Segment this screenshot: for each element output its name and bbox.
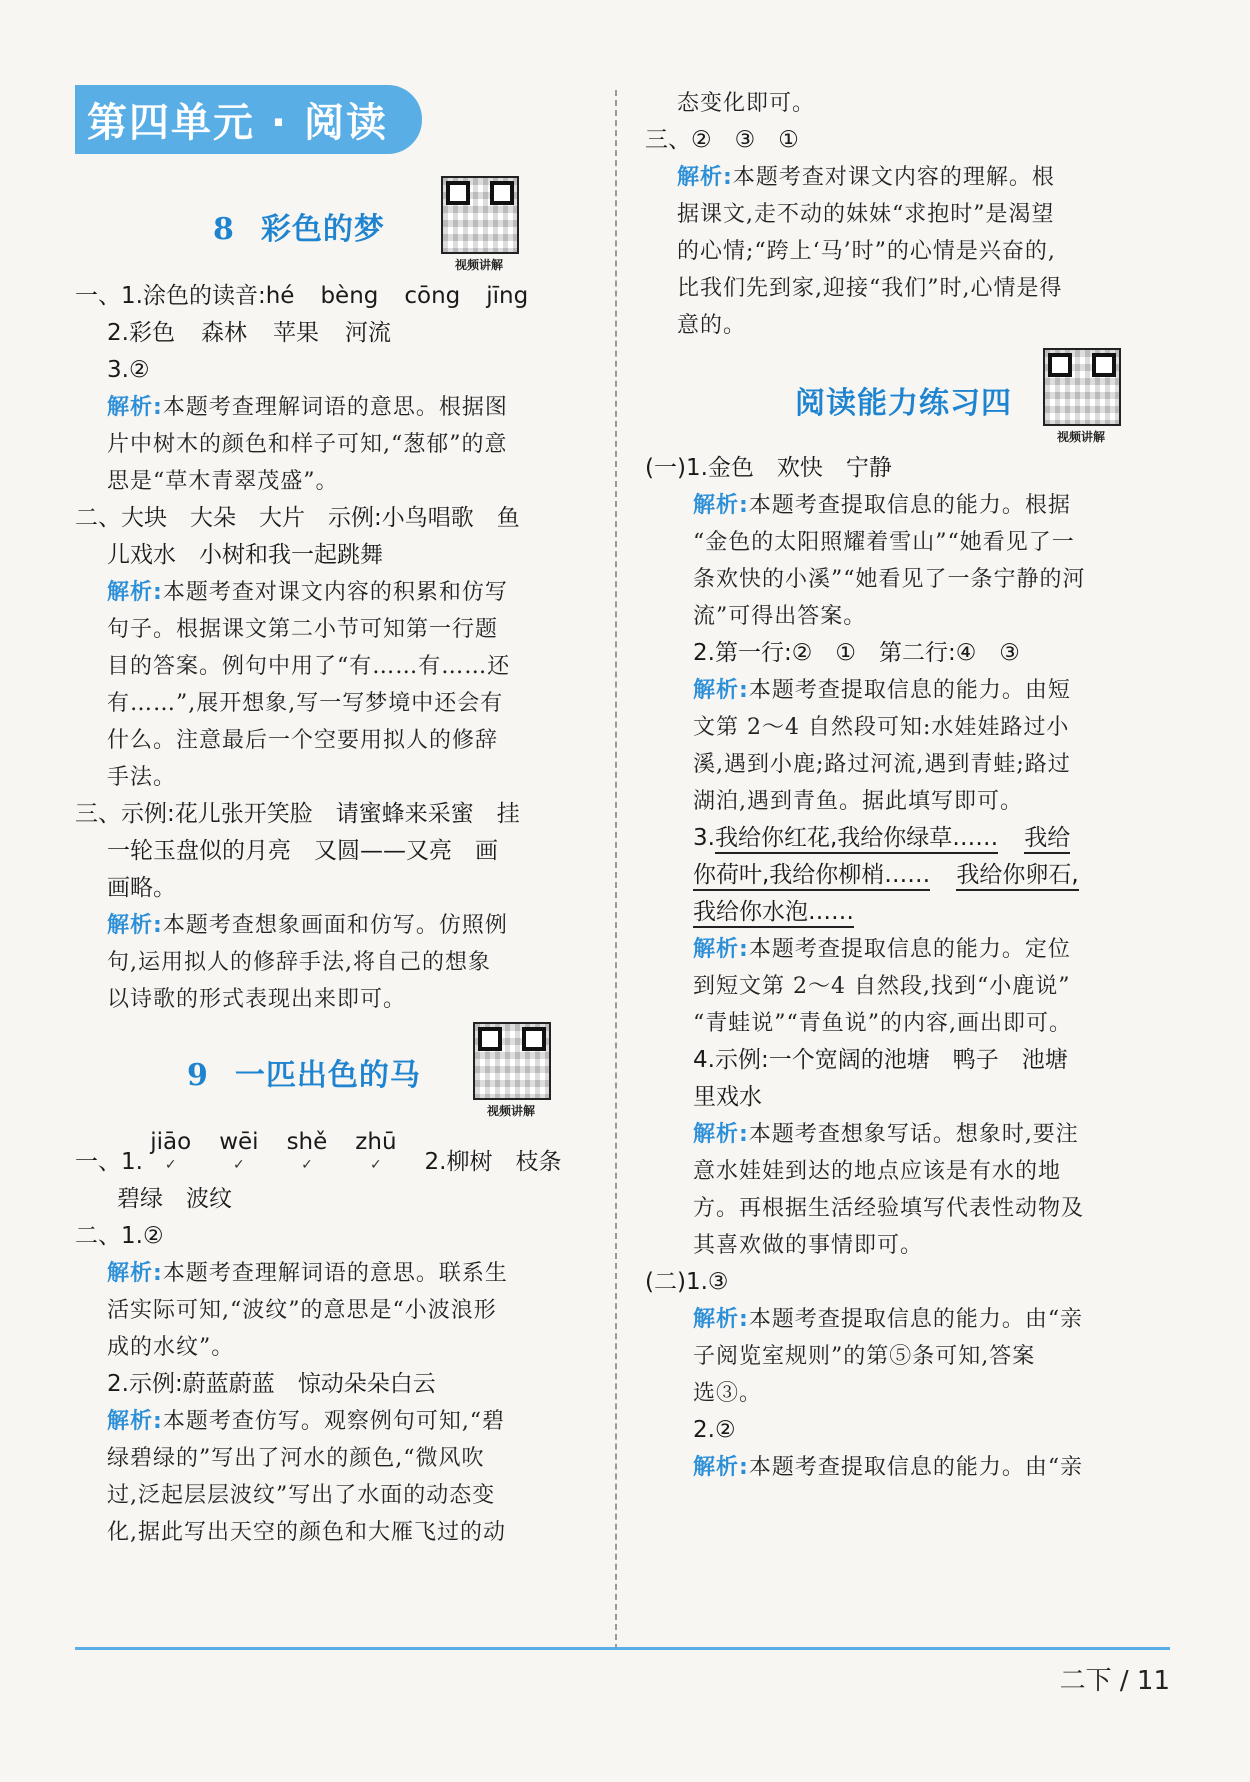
l8-q1-3: 3.②: [107, 357, 150, 383]
r-q3: 三、② ③ ①: [645, 127, 799, 153]
lesson-9-title: 9 一匹出色的马: [187, 1058, 421, 1093]
page-number: 二下 / 11: [1059, 1666, 1170, 1696]
p-s1-q4-explanation: 解析:本题考查想象写话。想象时,要注 意水娃娃到达的地点应该是有水的地 方。再根据生活经验填写代表性动物及 其喜欢做的事情即可。: [693, 1122, 1085, 1258]
qr-code-icon[interactable]: [473, 1022, 551, 1100]
lesson-9-header: [75, 1022, 595, 1118]
p-s1-q1-explanation: 解析:本题考查提取信息的能力。根据 “金色的太阳照耀着雪山”“她看见了一 条欢快的小溪”“她看见了一条宁静的河 流”可得出答案。: [693, 493, 1086, 629]
l8-q3-line2: 一轮玉盘似的月亮 又圆——又亮 画: [107, 838, 498, 864]
practice-4-title: 阅读能力练习四: [795, 386, 1012, 421]
p-s1-q3-line2: 你荷叶,我给你柳梢…… 我给你卵石,: [645, 857, 1170, 894]
l8-q1-1: 一、1.涂色的读音:hé bèng cōng jīng: [75, 283, 529, 309]
p-s1-q4-line1: 4.示例:一个宽阔的池塘 鸭子 池塘: [693, 1047, 1068, 1073]
practice-4-header: [645, 348, 1170, 444]
right-column: [645, 85, 1170, 1486]
lesson-8-qr[interactable]: 视频讲解: [441, 176, 517, 273]
column-divider: [615, 90, 617, 1650]
l8-q2-line2: 儿戏水 小树和我一起跳舞: [107, 542, 383, 568]
r-explanation-cont: 解析:本题考查对课文内容的理解。根 据课文,走不动的妹妹“求抱时”是渴望 的心情;“跨上‘马’时”的心情是兴奋的, 比我们先到家,迎接“我们”时,心情是得 意的。: [677, 165, 1063, 338]
l9-q1: 一、1. jiāo ✓ wēi ✓ shě ✓ zhū ✓ 2.柳树 枝条: [75, 1129, 562, 1175]
p-s1-q4-line2: 里戏水: [693, 1084, 762, 1110]
lesson-9-qr[interactable]: 视频讲解: [473, 1022, 549, 1119]
l8-q3-line3: 画略。: [107, 875, 176, 901]
footer-rule: [75, 1647, 1170, 1650]
p-s2-q2-explanation: 解析:本题考查提取信息的能力。由“亲: [693, 1455, 1084, 1480]
p-s1-q3-line3: 我给你水泡……: [645, 894, 1170, 931]
l9-q2-1: 二、1.②: [75, 1223, 164, 1249]
l8-explanation-3: 解析:本题考查想象画面和仿写。仿照例 句,运用拟人的修辞手法,将自己的想象 以诗歌的形式表现出来即可。: [107, 913, 508, 1012]
practice-4-qr[interactable]: 视频讲解: [1043, 348, 1119, 445]
lesson-8-title: 8 彩色的梦: [213, 212, 385, 247]
l9-explanation-1: 解析:本题考查理解词语的意思。联系生 活实际可知,“波纹”的意思是“小波浪形 成的水纹”。: [107, 1261, 508, 1360]
l9-q1-2-line2: 碧绿 波纹: [117, 1186, 232, 1212]
l8-q1-2: 2.彩色 森林 苹果 河流: [107, 320, 391, 346]
l8-explanation-1: 解析:本题考查理解词语的意思。根据图 片中树木的颜色和样子可知,“葱郁”的意 思是“草木青翠茂盛”。: [107, 395, 508, 494]
p-s1-q3-line1: 3.我给你红花,我给你绿草…… 我给: [645, 820, 1170, 857]
p-s1-q3-explanation: 解析:本题考查提取信息的能力。定位 到短文第 2～4 自然段,找到“小鹿说” “青蛙说”“青鱼说”的内容,画出即可。: [693, 937, 1072, 1036]
p-s1-q2-explanation: 解析:本题考查提取信息的能力。由短 文第 2～4 自然段可知:水娃娃路过小 溪,遇到小鹿;路过河流,遇到青蛙;路过 湖泊,遇到青鱼。据此填写即可。: [693, 678, 1071, 814]
qr-code-icon[interactable]: [441, 176, 519, 254]
p-s2-q1-explanation: 解析:本题考查提取信息的能力。由“亲 子阅览室规则”的第⑤条可知,答案 选③。: [693, 1307, 1084, 1406]
l9-q2-2: 2.示例:蔚蓝蔚蓝 惊动朵朵白云: [107, 1371, 436, 1397]
left-column: [75, 85, 595, 1551]
p-s2-q1: (二)1.③: [645, 1269, 729, 1295]
l9-explanation-2: 解析:本题考查仿写。观察例句可知,“碧 绿碧绿的”写出了河水的颜色,“微风吹 过,泛起层层波纹”写出了水面的动态变 化,据此写出天空的颜色和大雁飞过的动: [107, 1409, 506, 1545]
p-s1-q2: 2.第一行:② ① 第二行:④ ③: [693, 640, 1020, 666]
l8-explanation-2: 解析:本题考查对课文内容的积累和仿写 句子。根据课文第二小节可知第一行题 目的答案。例句中用了“有……有……还 有……”,展开想象,写一写梦境中还会有 什么。注意最后一个空要用拟人的修辞 手法。: [107, 580, 511, 790]
unit-title-banner: 第四单元 · 阅读: [75, 85, 422, 154]
lesson-8-header: [75, 176, 595, 272]
qr-code-icon[interactable]: [1043, 348, 1121, 426]
r-continued-line: 态变化即可。: [677, 91, 816, 116]
l8-q2-line1: 二、大块 大朵 大片 示例:小鸟唱歌 鱼: [75, 505, 520, 531]
p-s1-q1: (一)1.金色 欢快 宁静: [645, 455, 892, 481]
l8-q3-line1: 三、示例:花儿张开笑脸 请蜜蜂来采蜜 挂: [75, 801, 520, 827]
p-s2-q2: 2.②: [693, 1417, 736, 1443]
